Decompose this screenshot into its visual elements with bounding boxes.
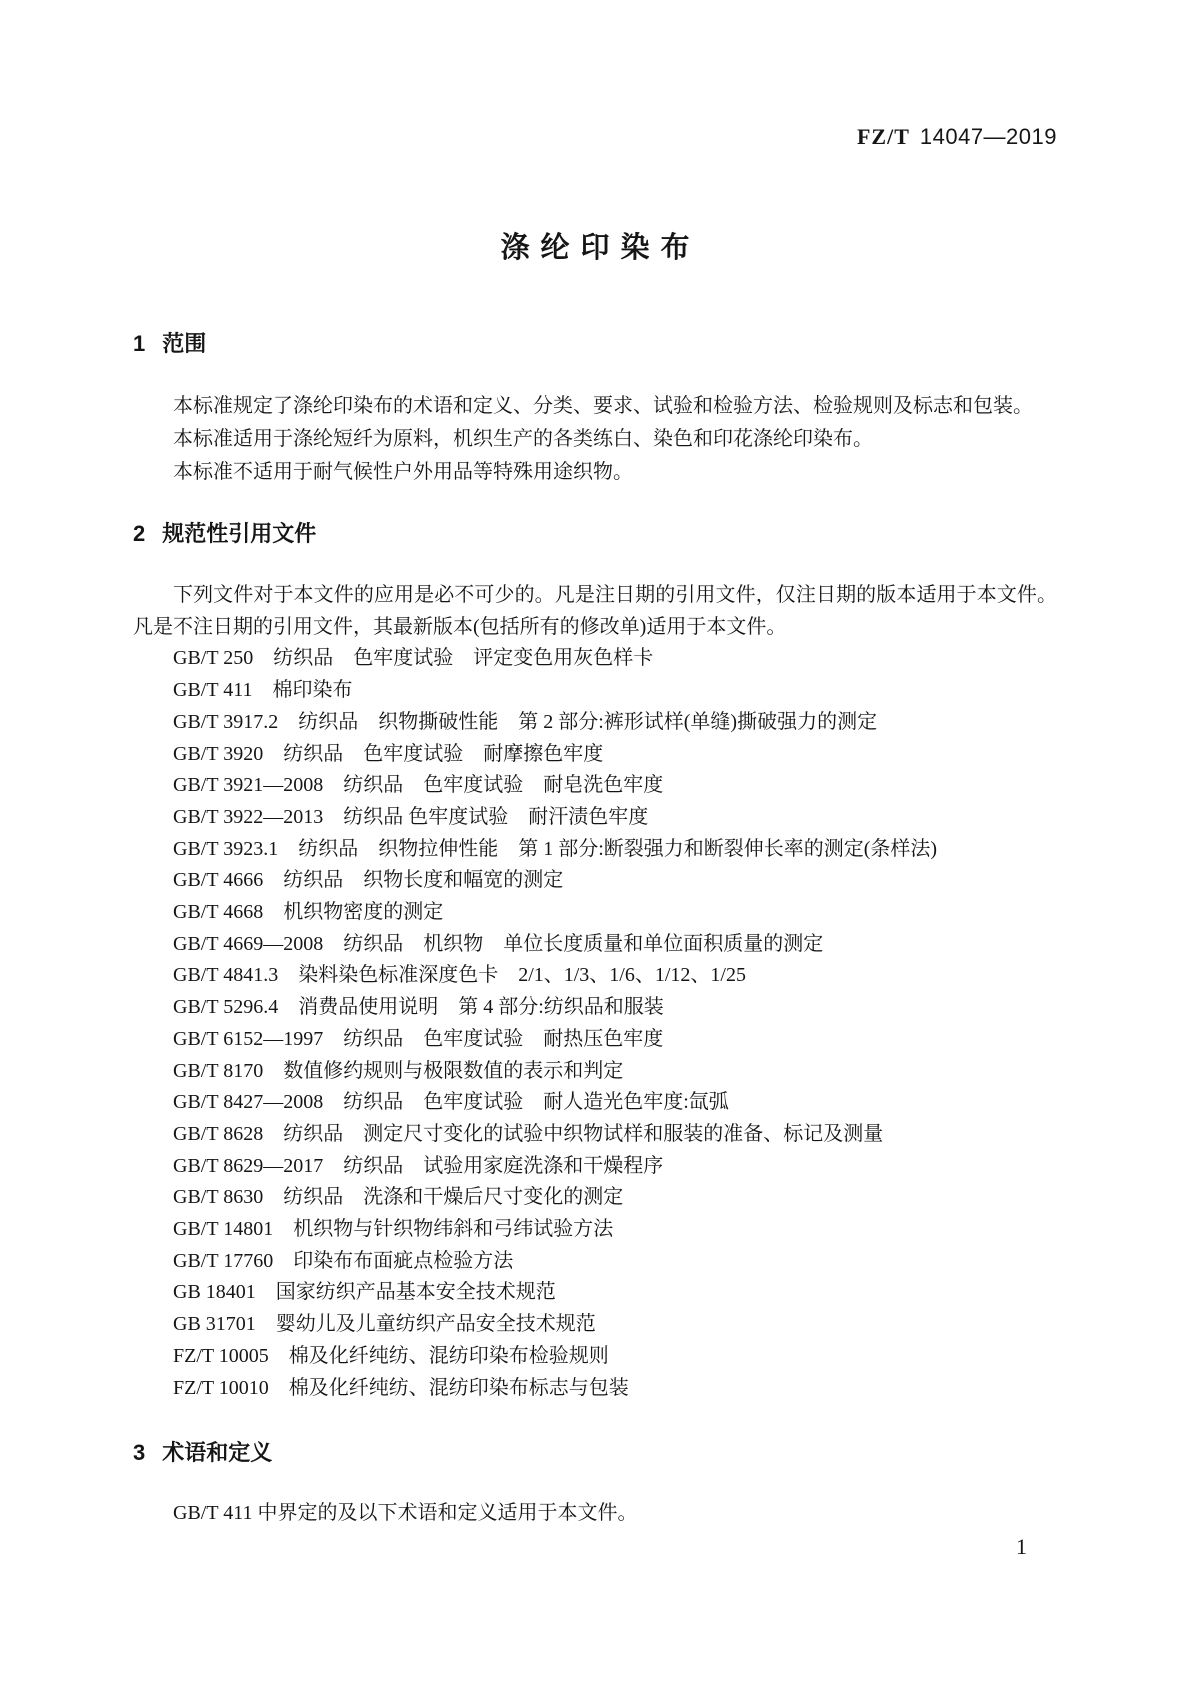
- references-list: [133, 643, 1057, 1404]
- scope-paragraph-2: 本标准适用于涤纶短纤为原料，机织生产的各类练白、染色和印花涤纶印染布。: [173, 428, 873, 450]
- references-intro-paragraph: 下列文件对于本文件的应用是必不可少的。凡是注日期的引用文件，仅注日期的版本适用于本文件。凡是不注日期的引用文件，其最新版本(包括所有的修改单)适用于本文件。: [133, 584, 1057, 638]
- page-number: 1: [1016, 1534, 1027, 1559]
- reference-item: GB/T 4669—2008 纺织品 机织物 单位长度质量和单位面积质量的测定: [173, 932, 824, 955]
- section-1-number: 1: [133, 331, 146, 356]
- reference-item: GB/T 4841.3 染料染色标准深度色卡 2/1、1/3、1/6、1/12、1/25: [173, 964, 746, 987]
- section-3-number: 3: [133, 1440, 146, 1466]
- reference-item: FZ/T 10005 棉及化纤纯纺、混纺印染布检验规则: [173, 1344, 609, 1367]
- reference-item: GB/T 14801 机织物与针织物纬斜和弓纬试验方法: [173, 1218, 614, 1241]
- reference-item: GB/T 3921—2008 纺织品 色牢度试验 耐皂洗色牢度: [173, 774, 664, 797]
- reference-item: GB/T 3920 纺织品 色牢度试验 耐摩擦色牢度: [173, 742, 604, 765]
- reference-item: GB/T 8629—2017 纺织品 试验用家庭洗涤和干燥程序: [173, 1154, 664, 1177]
- reference-item: GB/T 6152—1997 纺织品 色牢度试验 耐热压色牢度: [173, 1027, 664, 1050]
- reference-item: GB/T 250 纺织品 色牢度试验 评定变色用灰色样卡: [173, 647, 654, 670]
- reference-item: GB/T 8427—2008 纺织品 色牢度试验 耐人造光色牢度:氙弧: [173, 1091, 729, 1114]
- section-3-title: 术语和定义: [162, 1440, 273, 1466]
- section-1-title: 范围: [162, 331, 207, 356]
- reference-item: GB/T 3917.2 纺织品 织物撕破性能 第 2 部分:裤形试样(单缝)撕破强力的测定: [173, 710, 878, 733]
- reference-item: FZ/T 10010 棉及化纤纯纺、混纺印染布标志与包装: [173, 1376, 629, 1399]
- section-2-heading: [133, 517, 1057, 550]
- standard-code-prefix: FZ/T: [856, 124, 910, 149]
- standard-code-number: 14047—2019: [919, 124, 1057, 149]
- document-title: 涤纶印染布: [500, 232, 701, 264]
- reference-item: GB/T 3922—2013 纺织品 色牢度试验 耐汗渍色牢度: [173, 805, 649, 828]
- section-3-heading: [133, 1436, 1057, 1469]
- reference-item: GB/T 8170 数值修约规则与极限数值的表示和判定: [173, 1059, 624, 1082]
- reference-item: GB/T 8628 纺织品 测定尺寸变化的试验中织物试样和服装的准备、标记及测量: [173, 1122, 884, 1145]
- section-1-heading: [133, 327, 1057, 360]
- reference-item: GB 31701 婴幼儿及儿童纺织产品安全技术规范: [173, 1313, 596, 1336]
- document-body: [133, 122, 1057, 1530]
- standard-code: [133, 122, 1057, 152]
- reference-item: GB/T 17760 印染布布面疵点检验方法: [173, 1249, 514, 1272]
- reference-item: GB/T 4668 机织物密度的测定: [173, 901, 444, 924]
- reference-item: GB/T 3923.1 纺织品 织物拉伸性能 第 1 部分:断裂强力和断裂伸长率的测定(条样法): [173, 837, 938, 860]
- section-2-title: 规范性引用文件: [162, 521, 317, 546]
- scope-paragraph-3: 本标准不适用于耐气候性户外用品等特殊用途织物。: [173, 461, 633, 483]
- reference-item: GB/T 4666 纺织品 织物长度和幅宽的测定: [173, 869, 564, 892]
- reference-item: GB/T 5296.4 消费品使用说明 第 4 部分:纺织品和服装: [173, 996, 664, 1019]
- terms-paragraph: GB/T 411 中界定的及以下术语和定义适用于本文件。: [173, 1502, 638, 1525]
- reference-item: GB/T 411 棉印染布: [173, 679, 353, 702]
- reference-item: GB/T 8630 纺织品 洗涤和干燥后尺寸变化的测定: [173, 1186, 624, 1209]
- scope-paragraph-1: 本标准规定了涤纶印染布的术语和定义、分类、要求、试验和检验方法、检验规则及标志和包装。: [173, 395, 1033, 417]
- section-2-number: 2: [133, 521, 146, 546]
- reference-item: GB 18401 国家纺织产品基本安全技术规范: [173, 1281, 556, 1304]
